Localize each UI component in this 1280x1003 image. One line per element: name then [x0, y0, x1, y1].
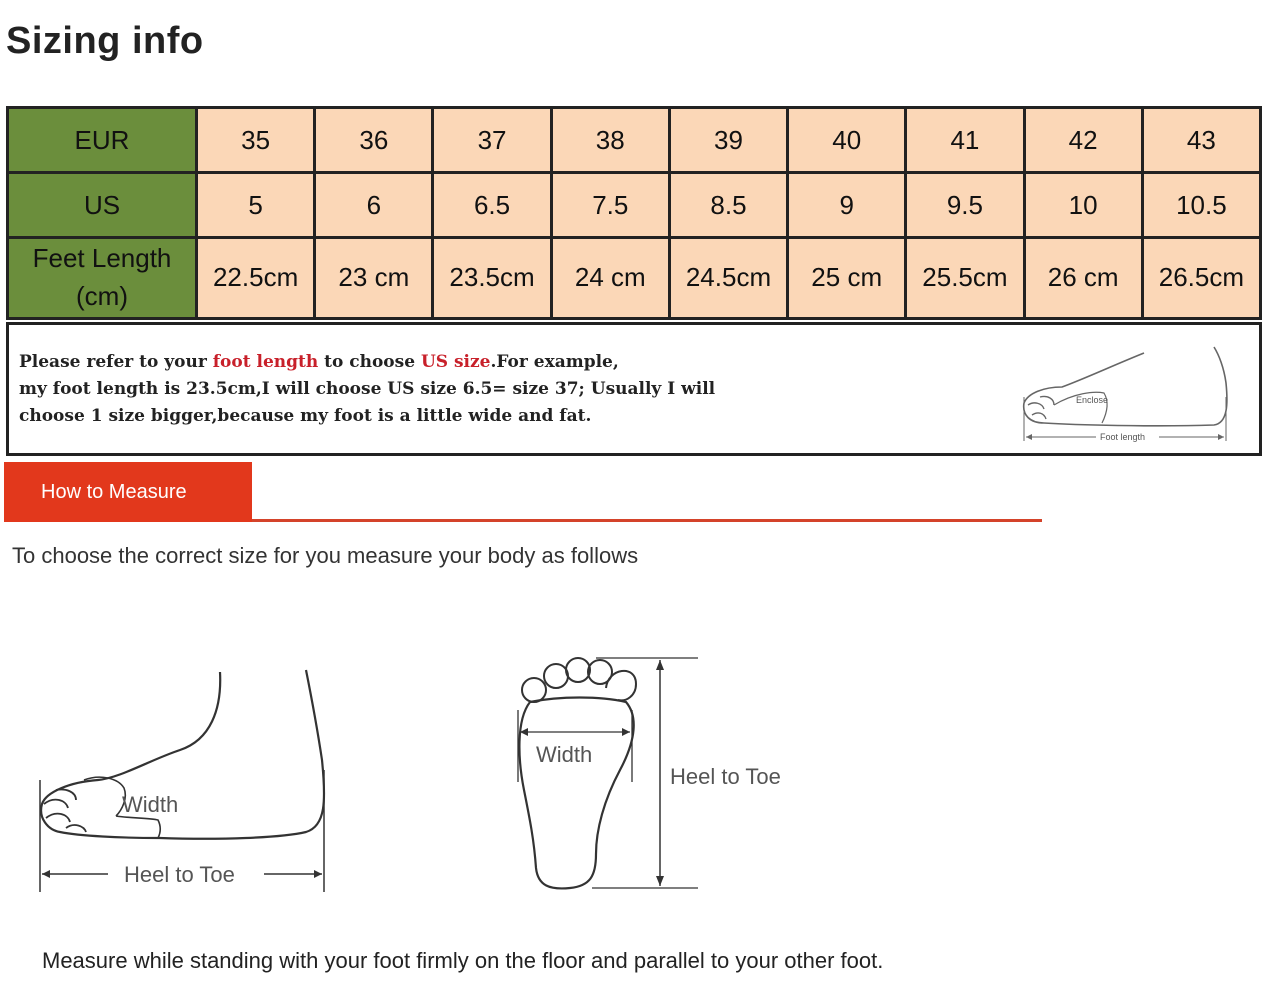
note-text: Please refer to your	[19, 352, 213, 372]
cell-us: 8.5	[669, 173, 787, 238]
cell-eur: 40	[788, 108, 906, 173]
side-foot-diagram	[40, 670, 324, 892]
cell-length: 23.5cm	[433, 238, 551, 319]
size-table	[6, 106, 1262, 320]
note-highlight-foot-length: foot length	[212, 352, 319, 372]
how-to-measure-tab: How to Measure	[4, 462, 252, 522]
table-row-us	[8, 173, 1261, 238]
cell-us: 9	[788, 173, 906, 238]
sizing-note	[6, 322, 1262, 456]
cell-eur: 39	[669, 108, 787, 173]
row-header-feet-length-line1: Feet Length	[32, 243, 172, 274]
cell-length: 25.5cm	[906, 238, 1024, 319]
row-header-eur: EUR	[8, 108, 197, 173]
diagram-foot-length-label: Foot length	[1100, 432, 1146, 442]
sole-diagram	[518, 658, 781, 888]
table-row-feet-length	[8, 238, 1261, 319]
cell-eur: 43	[1142, 108, 1260, 173]
cell-us: 10	[1024, 173, 1142, 238]
cell-length: 26 cm	[1024, 238, 1142, 319]
cell-us: 5	[197, 173, 315, 238]
measure-subtitle: To choose the correct size for you measure your body as follows	[12, 543, 639, 568]
cell-eur: 35	[197, 108, 315, 173]
cell-length: 22.5cm	[197, 238, 315, 319]
measure-instructions: Measure while standing with your foot firmly on the floor and parallel to your other foot.	[42, 948, 884, 973]
cell-length: 24 cm	[551, 238, 669, 319]
cell-us: 6.5	[433, 173, 551, 238]
section-divider	[252, 519, 1042, 522]
table-row-eur	[8, 108, 1261, 173]
cell-eur: 42	[1024, 108, 1142, 173]
row-header-us: US	[8, 173, 197, 238]
cell-eur: 37	[433, 108, 551, 173]
cell-length: 25 cm	[788, 238, 906, 319]
cell-us: 9.5	[906, 173, 1024, 238]
note-text: my foot length is 23.5cm,I will choose US size 6.5= size 37; Usually I will	[19, 379, 716, 399]
page-title: Sizing info	[6, 20, 204, 62]
sole-width-label: Width	[536, 742, 593, 767]
cell-us: 10.5	[1142, 173, 1260, 238]
cell-length: 23 cm	[315, 238, 433, 319]
note-text: choose 1 size bigger,because my foot is a little wide and fat.	[19, 406, 592, 426]
note-text: .For example,	[490, 352, 619, 372]
measure-diagrams	[0, 640, 820, 920]
cell-eur: 41	[906, 108, 1024, 173]
note-highlight-us-size: US size	[420, 352, 491, 372]
cell-length: 24.5cm	[669, 238, 787, 319]
side-width-label: Width	[122, 792, 179, 817]
cell-eur: 36	[315, 108, 433, 173]
side-heel-to-toe-label: Heel to Toe	[124, 862, 235, 887]
cell-eur: 38	[551, 108, 669, 173]
row-header-feet-length	[8, 238, 197, 319]
cell-us: 7.5	[551, 173, 669, 238]
cell-length: 26.5cm	[1142, 238, 1260, 319]
sole-heel-to-toe-label: Heel to Toe	[670, 764, 781, 789]
cell-us: 6	[315, 173, 433, 238]
note-text: to choose	[318, 352, 421, 372]
diagram-enclose-label: Enclose	[1076, 395, 1109, 405]
foot-length-diagram	[1014, 343, 1239, 443]
row-header-feet-length-unit: (cm)	[76, 281, 128, 311]
sizing-note-text	[19, 349, 715, 430]
